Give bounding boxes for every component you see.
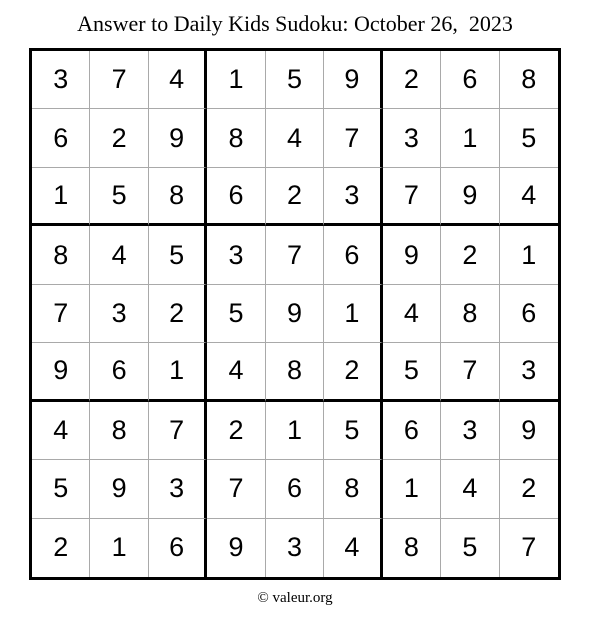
sudoku-cell: 4 — [149, 51, 207, 109]
sudoku-cell: 4 — [207, 343, 265, 401]
sudoku-cell: 2 — [383, 51, 441, 109]
sudoku-cell: 3 — [149, 460, 207, 518]
sudoku-cell: 3 — [500, 343, 558, 401]
sudoku-cell: 9 — [266, 285, 324, 343]
sudoku-cell: 7 — [441, 343, 499, 401]
sudoku-cell: 8 — [383, 519, 441, 577]
sudoku-cell: 8 — [32, 226, 90, 284]
sudoku-cell: 3 — [32, 51, 90, 109]
sudoku-cell: 2 — [32, 519, 90, 577]
sudoku-cell: 5 — [90, 168, 148, 226]
sudoku-cell: 2 — [207, 402, 265, 460]
sudoku-cell: 9 — [324, 51, 382, 109]
sudoku-cell: 8 — [207, 109, 265, 167]
sudoku-board — [29, 48, 561, 580]
sudoku-cell: 1 — [500, 226, 558, 284]
sudoku-cell: 1 — [266, 402, 324, 460]
sudoku-cell: 3 — [207, 226, 265, 284]
sudoku-cell: 9 — [149, 109, 207, 167]
sudoku-cell: 3 — [266, 519, 324, 577]
sudoku-cell: 5 — [324, 402, 382, 460]
sudoku-cell: 6 — [383, 402, 441, 460]
sudoku-cell: 1 — [207, 51, 265, 109]
sudoku-cell: 6 — [32, 109, 90, 167]
sudoku-cell: 3 — [383, 109, 441, 167]
sudoku-cell: 7 — [207, 460, 265, 518]
sudoku-cell: 9 — [90, 460, 148, 518]
sudoku-cell: 1 — [90, 519, 148, 577]
sudoku-cell: 7 — [521, 532, 537, 563]
sudoku-cell: 6 — [441, 51, 499, 109]
sudoku-cell: 8 — [266, 343, 324, 401]
sudoku-cell: 7 — [32, 285, 90, 343]
sudoku-cell: 3 — [441, 402, 499, 460]
sudoku-cell: 4 — [266, 109, 324, 167]
sudoku-cell: 4 — [500, 168, 558, 226]
sudoku-cell: 1 — [441, 109, 499, 167]
sudoku-cell: 8 — [500, 51, 558, 109]
sudoku-cell: 5 — [500, 109, 558, 167]
sudoku-cell: 5 — [266, 51, 324, 109]
sudoku-cell: 7 — [324, 109, 382, 167]
sudoku-cell: 9 — [500, 402, 558, 460]
sudoku-cell: 4 — [90, 226, 148, 284]
sudoku-cell: 3 — [90, 285, 148, 343]
sudoku-cell: 2 — [90, 109, 148, 167]
sudoku-cell: 8 — [324, 460, 382, 518]
sudoku-cell: 3 — [324, 168, 382, 226]
sudoku-cell: 5 — [207, 285, 265, 343]
sudoku-cell: 7 — [266, 226, 324, 284]
sudoku-cell: 6 — [266, 460, 324, 518]
sudoku-cell: 4 — [383, 285, 441, 343]
sudoku-cell: 7 — [149, 402, 207, 460]
sudoku-cell: 4 — [441, 460, 499, 518]
sudoku-cell: 2 — [149, 285, 207, 343]
sudoku-cell: 5 — [441, 519, 499, 577]
sudoku-cell: 8 — [90, 402, 148, 460]
sudoku-cell: 9 — [207, 519, 265, 577]
sudoku-cell: 7 — [383, 168, 441, 226]
sudoku-cell: 2 — [500, 460, 558, 518]
sudoku-cell: 9 — [383, 226, 441, 284]
sudoku-cell: 6 — [500, 285, 558, 343]
sudoku-cell: 7 — [90, 51, 148, 109]
sudoku-cell: 4 — [32, 402, 90, 460]
page-title: Answer to Daily Kids Sudoku: October 26, 2023 — [77, 11, 513, 36]
sudoku-cell: 2 — [266, 168, 324, 226]
sudoku-cell: 8 — [149, 168, 207, 226]
footer-credit: © valeur.org — [257, 590, 333, 606]
sudoku-cell: 2 — [324, 343, 382, 401]
sudoku-cell: 4 — [324, 519, 382, 577]
sudoku-cell: 5 — [32, 460, 90, 518]
sudoku-cell: 1 — [149, 343, 207, 401]
sudoku-cell: 5 — [383, 343, 441, 401]
sudoku-cell: 1 — [383, 460, 441, 518]
sudoku-cell: 6 — [149, 519, 207, 577]
sudoku-cell: 5 — [149, 226, 207, 284]
sudoku-cell: 1 — [324, 285, 382, 343]
sudoku-cell: 8 — [441, 285, 499, 343]
sudoku-cell: 9 — [441, 168, 499, 226]
sudoku-cell: 6 — [207, 168, 265, 226]
sudoku-cell: 1 — [32, 168, 90, 226]
sudoku-cell: 6 — [324, 226, 382, 284]
sudoku-cell: 9 — [32, 343, 90, 401]
sudoku-cell: 6 — [90, 343, 148, 401]
sudoku-cell: 2 — [441, 226, 499, 284]
